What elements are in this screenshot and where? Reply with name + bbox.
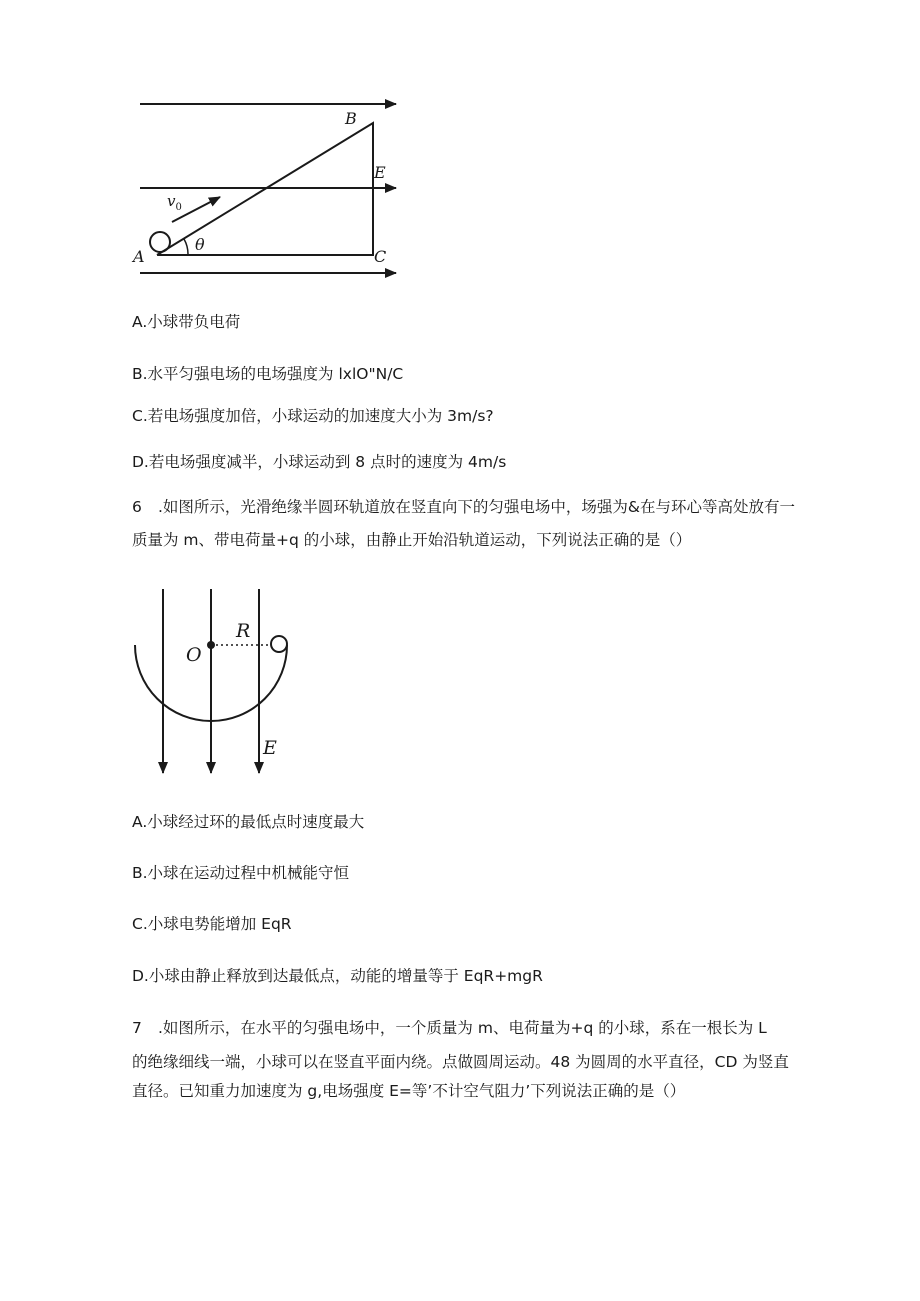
q5-option-a: A.小球带负电荷 — [132, 313, 241, 331]
label-E: E — [263, 737, 277, 759]
label-E: E — [374, 163, 386, 182]
ball — [150, 232, 170, 252]
q6-option-d: D.小球由静止释放到达最低点，动能的增量等于 EqR+mgR — [132, 967, 543, 985]
label-R: R — [236, 620, 251, 642]
q6-stem-line1: 6 .如图所示，光滑绝缘半圆环轨道放在竖直向下的匀强电场中，场强为&在与环心等高处放有一 — [132, 498, 796, 516]
label-theta: θ — [195, 235, 205, 254]
label-v0: $v_0$ — [167, 192, 182, 213]
label-C: C — [374, 247, 387, 266]
q6-option-c: C.小球电势能增加 EqR — [132, 915, 292, 933]
q6-stem-line2: 质量为 m、带电荷量+q 的小球，由静止开始沿轨道运动，下列说法正确的是（） — [132, 531, 692, 549]
q7-stem-line1: 7 .如图所示，在水平的匀强电场中，一个质量为 m、电荷量为+q 的小球，系在一根长为 L — [132, 1019, 767, 1037]
q6-option-a: A.小球经过环的最低点时速度最大 — [132, 813, 365, 831]
ball — [271, 636, 287, 652]
label-O: O — [186, 644, 202, 666]
label-B: B — [345, 109, 357, 128]
figure-semicircle-field — [125, 585, 305, 785]
q6-number: 6 — [132, 498, 142, 516]
q7-stem-line3: 直径。已知重力加速度为 g,电场强度 E=等’不计空气阻力’下列说法正确的是（） — [132, 1082, 686, 1100]
q7-stem-line2: 的绝缘细线一端，小球可以在竖直平面内绕。点做圆周运动。48 为圆周的水平直径，CD 为竖直 — [132, 1053, 789, 1071]
angle-arc — [184, 239, 188, 255]
q6-option-b: B.小球在运动过程中机械能守恒 — [132, 864, 350, 882]
q5-option-b: B.水平匀强电场的电场强度为 lxlO"N/C — [132, 365, 404, 383]
figure-incline-field — [130, 90, 410, 290]
q7-number: 7 — [132, 1019, 142, 1037]
label-A: A — [133, 247, 145, 266]
q5-option-c: C.若电场强度加倍，小球运动的加速度大小为 3m/s? — [132, 407, 494, 425]
q5-option-d: D.若电场强度减半，小球运动到 8 点时的速度为 4m/s — [132, 453, 507, 471]
